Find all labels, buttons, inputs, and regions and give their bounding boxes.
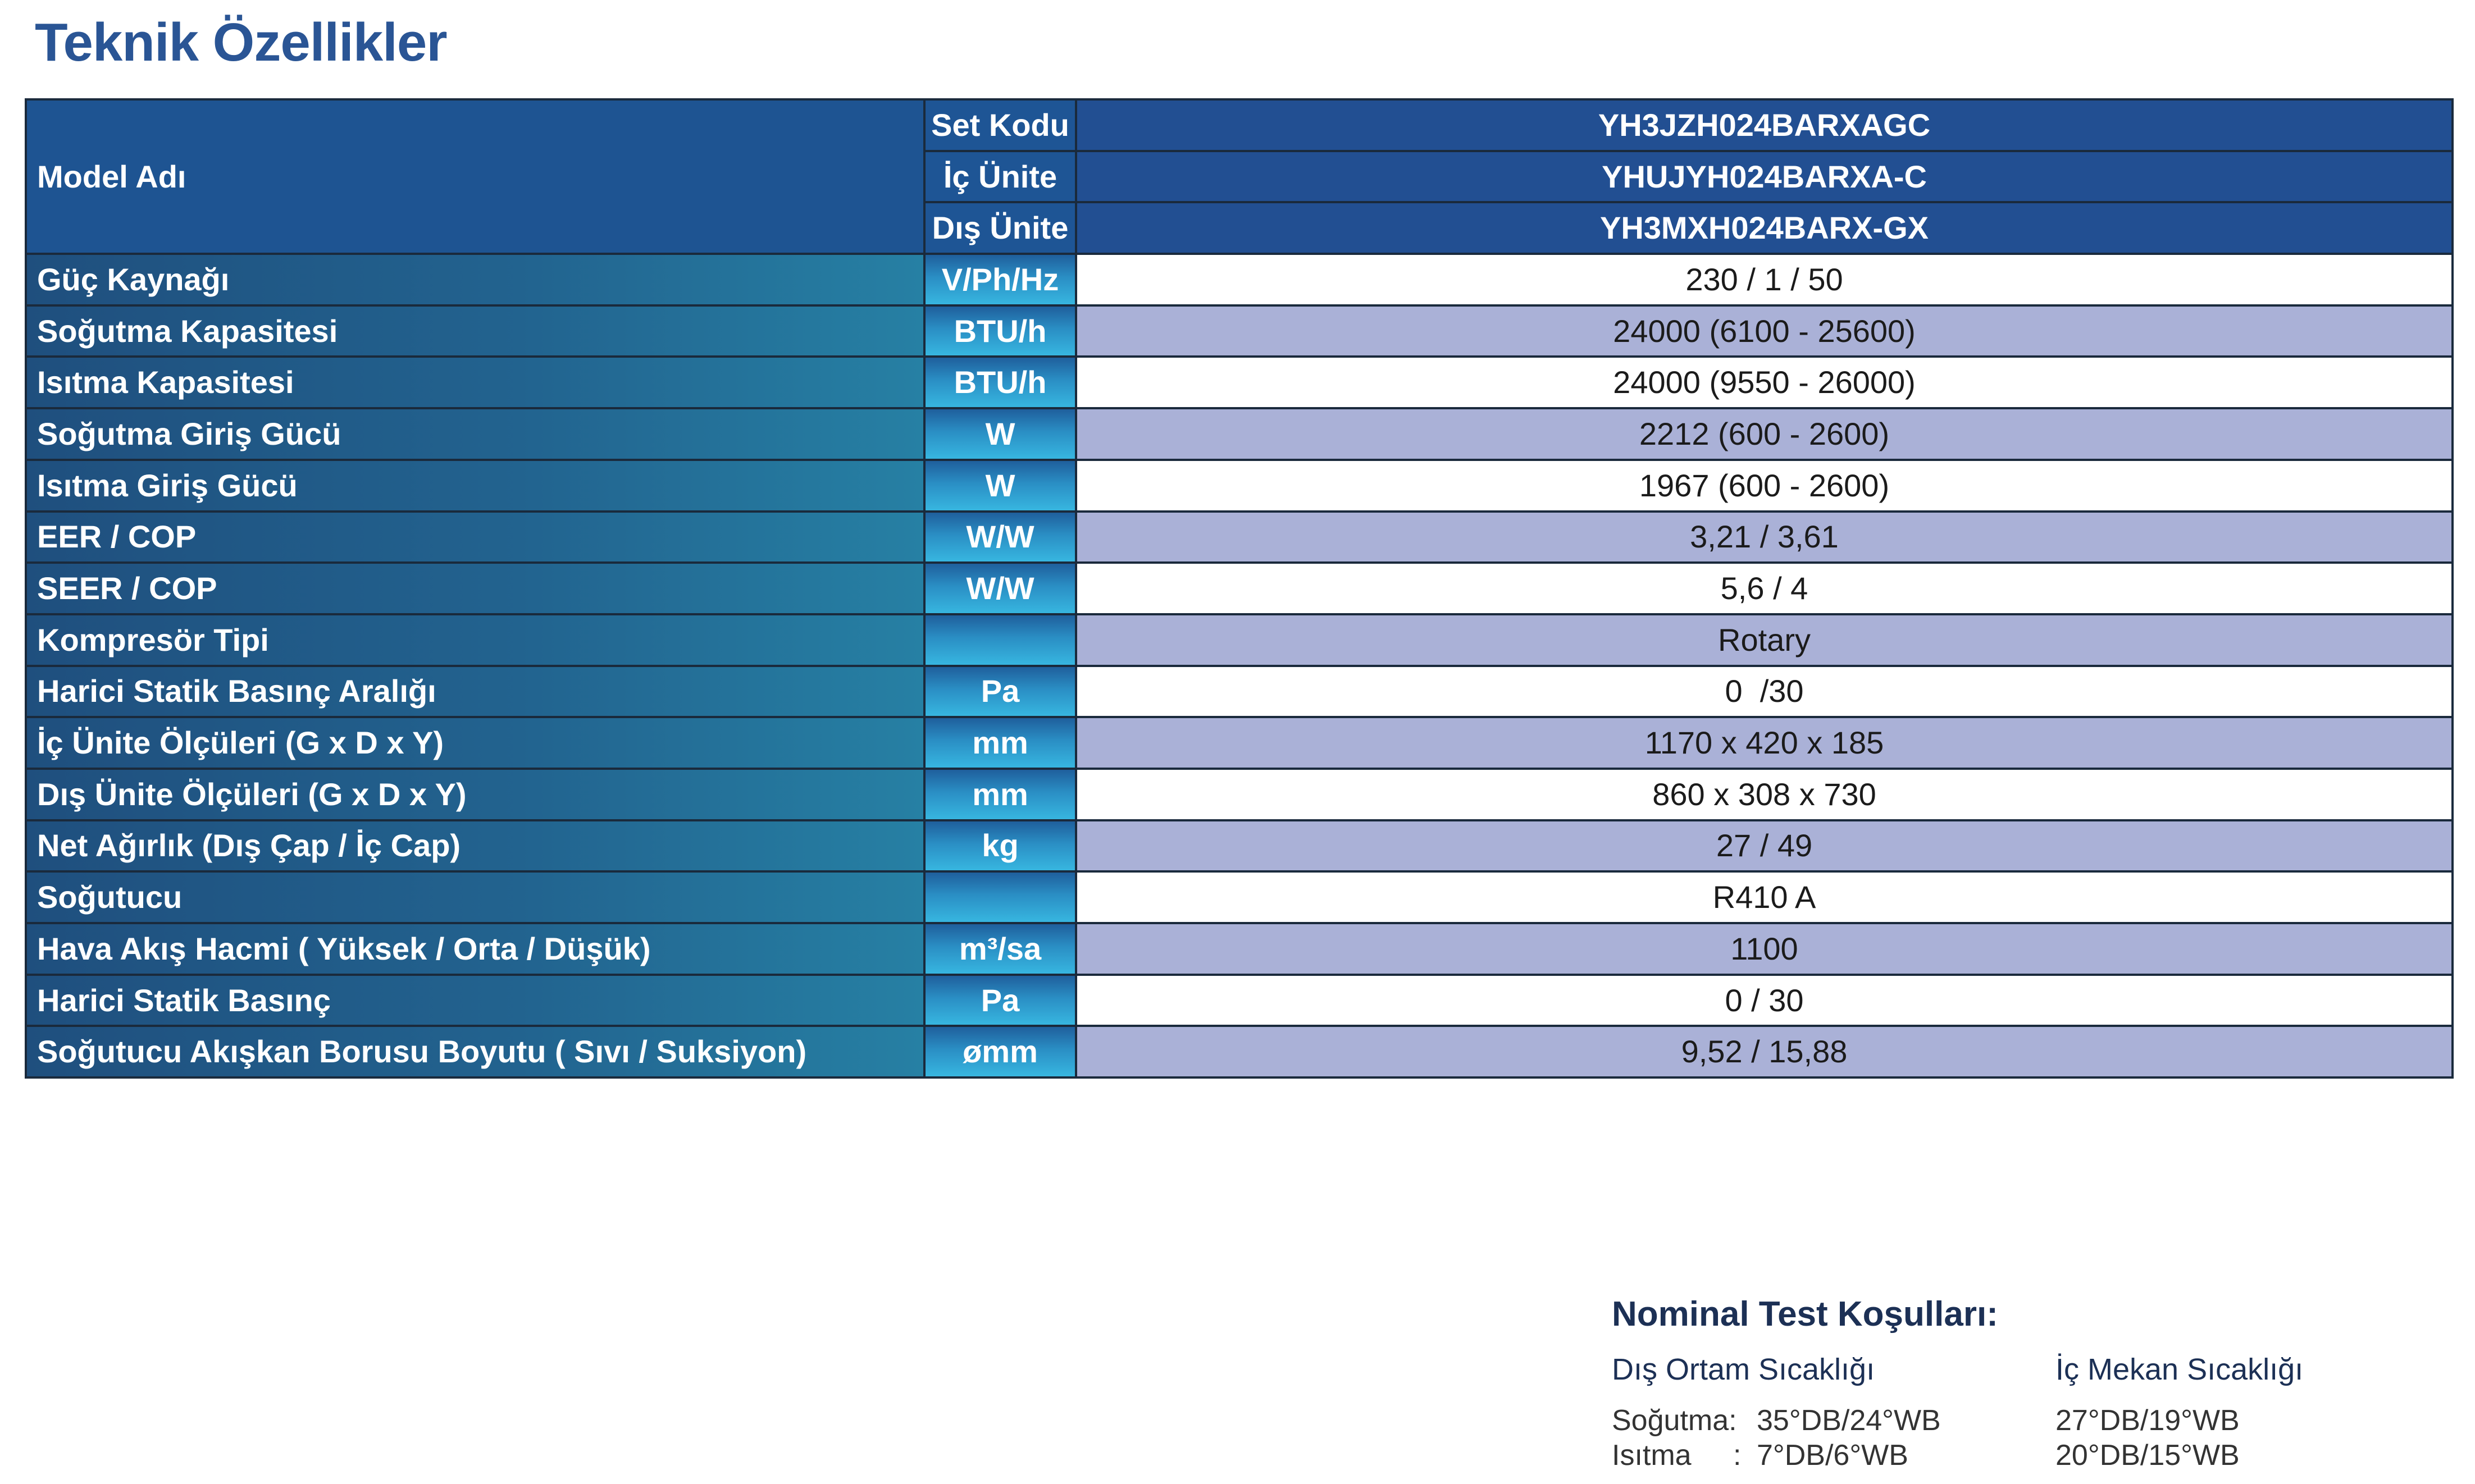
test-conditions-title: Nominal Test Koşulları: <box>1612 1295 1998 1334</box>
spec-label: SEER / COP <box>26 563 924 614</box>
spec-value: 1100 <box>1076 923 2453 975</box>
spec-row <box>26 871 2453 923</box>
spec-unit: Pa <box>924 975 1076 1026</box>
spec-row <box>26 254 2453 305</box>
spec-unit: m³/sa <box>924 923 1076 975</box>
spec-label: Güç Kaynağı <box>26 254 924 305</box>
heating-separator: : <box>1733 1439 1742 1472</box>
spec-unit: Pa <box>924 666 1076 718</box>
spec-value: 27 / 49 <box>1076 820 2453 872</box>
spec-value: 860 x 308 x 730 <box>1076 769 2453 820</box>
spec-row <box>26 408 2453 460</box>
spec-label: Dış Ünite Ölçüleri (G x D x Y) <box>26 769 924 820</box>
spec-row <box>26 923 2453 975</box>
spec-row <box>26 512 2453 563</box>
spec-row <box>26 563 2453 614</box>
spec-unit: ømm <box>924 1026 1076 1077</box>
spec-value: 5,6 / 4 <box>1076 563 2453 614</box>
model-row-set-code <box>26 99 2453 151</box>
spec-unit: mm <box>924 769 1076 820</box>
spec-unit: V/Ph/Hz <box>924 254 1076 305</box>
spec-row <box>26 305 2453 357</box>
set-code-value: YH3JZH024BARXAGC <box>1076 99 2453 151</box>
spec-value: 3,21 / 3,61 <box>1076 512 2453 563</box>
spec-unit <box>924 614 1076 666</box>
spec-label: Soğutucu Akışkan Borusu Boyutu ( Sıvı / Suksiyon) <box>26 1026 924 1077</box>
spec-unit: BTU/h <box>924 357 1076 408</box>
heating-indoor-value: 20°DB/15°WB <box>2055 1439 2240 1472</box>
spec-label: Soğutma Kapasitesi <box>26 305 924 357</box>
spec-value: 0 / 30 <box>1076 975 2453 1026</box>
spec-value: 0 /30 <box>1076 666 2453 718</box>
spec-value: 24000 (6100 - 25600) <box>1076 305 2453 357</box>
spec-unit: mm <box>924 717 1076 769</box>
spec-label: Kompresör Tipi <box>26 614 924 666</box>
heating-outdoor-value: 7°DB/6°WB <box>1757 1439 1908 1472</box>
spec-label: Isıtma Giriş Gücü <box>26 460 924 512</box>
spec-row <box>26 357 2453 408</box>
spec-value: 1170 x 420 x 185 <box>1076 717 2453 769</box>
spec-label: Isıtma Kapasitesi <box>26 357 924 408</box>
spec-row <box>26 769 2453 820</box>
indoor-temp-heading: İç Mekan Sıcaklığı <box>2055 1353 2304 1386</box>
spec-value: R410 A <box>1076 871 2453 923</box>
spec-value: 9,52 / 15,88 <box>1076 1026 2453 1077</box>
spec-unit: kg <box>924 820 1076 872</box>
outdoor-unit-label: Dış Ünite <box>924 202 1076 254</box>
spec-value: Rotary <box>1076 614 2453 666</box>
spec-label: İç Ünite Ölçüleri (G x D x Y) <box>26 717 924 769</box>
heating-label: Isıtma <box>1612 1439 1692 1472</box>
outdoor-unit-value: YH3MXH024BARX-GX <box>1076 202 2453 254</box>
spec-label: Harici Statik Basınç Aralığı <box>26 666 924 718</box>
page-title: Teknik Özellikler <box>35 12 447 72</box>
cooling-label: Soğutma: <box>1612 1404 1737 1437</box>
indoor-unit-label: İç Ünite <box>924 151 1076 203</box>
spec-row <box>26 717 2453 769</box>
spec-row <box>26 1026 2453 1077</box>
spec-row <box>26 460 2453 512</box>
spec-unit <box>924 871 1076 923</box>
spec-value: 230 / 1 / 50 <box>1076 254 2453 305</box>
model-name-label: Model Adı <box>26 99 924 254</box>
spec-label: Harici Statik Basınç <box>26 975 924 1026</box>
spec-row <box>26 666 2453 718</box>
cooling-outdoor-value: 35°DB/24°WB <box>1757 1404 1941 1437</box>
spec-value: 1967 (600 - 2600) <box>1076 460 2453 512</box>
spec-table <box>25 98 2454 1079</box>
spec-row <box>26 975 2453 1026</box>
spec-value: 2212 (600 - 2600) <box>1076 408 2453 460</box>
spec-value: 24000 (9550 - 26000) <box>1076 357 2453 408</box>
spec-unit: W <box>924 408 1076 460</box>
set-code-label: Set Kodu <box>924 99 1076 151</box>
spec-unit: W/W <box>924 512 1076 563</box>
spec-label: Net Ağırlık (Dış Çap / İç Cap) <box>26 820 924 872</box>
spec-row <box>26 820 2453 872</box>
cooling-indoor-value: 27°DB/19°WB <box>2055 1404 2240 1437</box>
indoor-unit-value: YHUJYH024BARXA-C <box>1076 151 2453 203</box>
spec-label: EER / COP <box>26 512 924 563</box>
outdoor-temp-heading: Dış Ortam Sıcaklığı <box>1612 1353 1875 1386</box>
spec-label: Soğutucu <box>26 871 924 923</box>
spec-label: Soğutma Giriş Gücü <box>26 408 924 460</box>
spec-unit: W/W <box>924 563 1076 614</box>
spec-row <box>26 614 2453 666</box>
spec-label: Hava Akış Hacmi ( Yüksek / Orta / Düşük) <box>26 923 924 975</box>
spec-unit: BTU/h <box>924 305 1076 357</box>
spec-unit: W <box>924 460 1076 512</box>
